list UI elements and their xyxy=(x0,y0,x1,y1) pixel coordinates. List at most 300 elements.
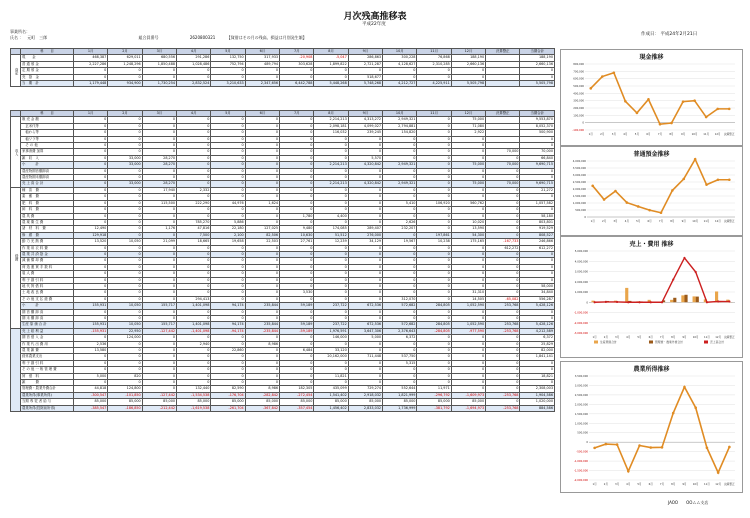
row-label: 期 末 棚 卸 高 xyxy=(21,316,74,322)
value-cell: 0 xyxy=(451,187,485,193)
value-cell: 0 xyxy=(142,175,176,181)
value-cell: 28,270 xyxy=(142,155,176,161)
value-cell: 2,949,321 xyxy=(383,181,417,187)
value-cell: 0 xyxy=(245,271,279,277)
value-cell: 2,940 xyxy=(177,341,211,347)
value-cell: 5,000 xyxy=(74,373,108,379)
value-cell: 0 xyxy=(280,187,314,193)
row-label: 当期 専 従 者 給 与 xyxy=(21,399,74,405)
row-label: 雑 収 入 xyxy=(21,155,74,161)
value-cell: 0 xyxy=(451,143,485,149)
value-cell: 0 xyxy=(451,207,485,213)
value-cell: 0 xyxy=(211,360,245,366)
header-note: 【貸借はその月の残高、損益は月別発生額】 xyxy=(226,35,307,40)
x-tick-label: 11月 xyxy=(703,220,710,223)
value-cell: 672,536 xyxy=(348,303,382,309)
value-cell: 58,180 xyxy=(520,213,555,219)
value-cell: 0 xyxy=(142,277,176,283)
value-cell: 0 xyxy=(348,207,382,213)
data-point xyxy=(614,190,617,193)
value-cell: -186,850 xyxy=(108,405,142,411)
value-cell: 31,310 xyxy=(451,290,485,296)
value-cell: 5,748,268 xyxy=(348,81,382,87)
value-cell: 132,750 xyxy=(211,55,245,61)
value-cell: 289,407 xyxy=(348,226,382,232)
chart-title: 売上・費用 推移 xyxy=(629,241,674,248)
value-cell: 0 xyxy=(245,213,279,219)
value-cell: 1,736,999 xyxy=(383,405,417,411)
y-tick-label: 800,000 xyxy=(573,63,584,66)
value-cell: 0 xyxy=(142,123,176,129)
row-label: 利 子 割 引 料 xyxy=(21,360,74,366)
value-cell: 1,821,999 xyxy=(383,392,417,398)
value-cell: 9,690,715 xyxy=(520,162,555,168)
value-cell: 0 xyxy=(348,360,382,366)
value-cell: 0 xyxy=(520,258,555,264)
value-cell: 0 xyxy=(314,309,348,315)
value-cell: 19,567 xyxy=(383,239,417,245)
value-cell: 0 xyxy=(211,175,245,181)
chart-cash-svg xyxy=(561,50,742,145)
value-cell: 0 xyxy=(211,258,245,264)
value-cell: 0 xyxy=(417,264,451,270)
category-cell xyxy=(11,328,21,411)
value-cell: 0 xyxy=(211,290,245,296)
legend-label: 管理費・農業外費合計 xyxy=(655,340,683,344)
value-cell: 572,682 xyxy=(383,303,417,309)
value-cell: 10,050 xyxy=(108,239,142,245)
value-cell: 0 xyxy=(383,309,417,315)
value-cell: 0 xyxy=(417,354,451,360)
value-cell: 0 xyxy=(74,335,108,341)
value-cell: 0 xyxy=(108,367,142,373)
value-cell: 2,098,181 xyxy=(314,123,348,129)
value-cell: 0 xyxy=(74,309,108,315)
value-cell: 0 xyxy=(348,264,382,270)
data-point xyxy=(683,386,686,389)
value-cell: 0 xyxy=(451,309,485,315)
value-cell: 0 xyxy=(108,290,142,296)
value-cell: 0 xyxy=(314,68,348,74)
y-tick-label: 600,000 xyxy=(573,77,584,81)
x-tick-label: 3月 xyxy=(614,483,620,486)
value-cell: 0 xyxy=(177,309,211,315)
value-cell: 0 xyxy=(451,348,485,354)
value-cell: 0 xyxy=(348,283,382,289)
value-cell: 0 xyxy=(245,187,279,193)
value-cell: 0 xyxy=(211,130,245,136)
value-cell: 0 xyxy=(520,360,555,366)
value-cell: 0 xyxy=(486,155,520,161)
data-point xyxy=(683,257,685,259)
column-header: 決算整正 xyxy=(486,49,520,55)
value-cell: 2,100 xyxy=(211,232,245,238)
row-label: 利 子 割 引 料 xyxy=(21,277,74,283)
value-cell: 0 xyxy=(142,296,176,302)
value-cell: 0 xyxy=(383,367,417,373)
value-cell: 0 xyxy=(245,207,279,213)
value-cell: 44,818 xyxy=(74,386,108,392)
y-tick-label: 3,000,000 xyxy=(574,384,588,388)
value-cell: 6,442,788 xyxy=(280,81,314,87)
value-cell: 4,320,842 xyxy=(348,181,382,187)
value-cell: 0 xyxy=(383,290,417,296)
value-cell: 0 xyxy=(245,354,279,360)
value-cell: 0 xyxy=(280,341,314,347)
x-tick-label: 6月 xyxy=(647,220,652,223)
value-cell: 0 xyxy=(211,149,245,155)
value-cell: 2,536 xyxy=(74,341,108,347)
x-tick-label: 3月 xyxy=(614,336,620,339)
value-cell: 0 xyxy=(142,74,176,80)
data-point xyxy=(728,178,731,181)
bar xyxy=(684,295,687,302)
x-tick-label: 6月 xyxy=(646,133,651,136)
row-label: 種 苗 費 xyxy=(21,187,74,193)
x-tick-label: 5月 xyxy=(637,336,642,339)
value-cell: 0 xyxy=(108,219,142,225)
value-cell: 127,025 xyxy=(245,226,279,232)
x-tick-label: 1月 xyxy=(592,483,597,486)
value-cell: 0 xyxy=(451,168,485,174)
data-point xyxy=(593,447,596,450)
y-tick-label: 0 xyxy=(586,301,588,305)
data-point xyxy=(728,108,731,111)
value-cell: 0 xyxy=(486,386,520,392)
value-cell: 0 xyxy=(177,123,211,129)
column-header: 8月 xyxy=(314,49,348,55)
value-cell: 0 xyxy=(108,232,142,238)
value-cell: 8,986 xyxy=(245,386,279,392)
value-cell: 0 xyxy=(142,232,176,238)
y-tick-label: 1,500,000 xyxy=(572,195,586,198)
data-point xyxy=(694,406,697,409)
value-cell: 0 xyxy=(245,68,279,74)
value-cell: 232,207 xyxy=(383,226,417,232)
value-cell: -1,609,973 xyxy=(451,392,485,398)
value-cell: -176,704 xyxy=(211,392,245,398)
value-cell: 0 xyxy=(486,258,520,264)
value-cell: 0 xyxy=(383,373,417,379)
value-cell: 286,863 xyxy=(348,55,382,61)
data-point xyxy=(605,443,608,446)
value-cell: 70,000 xyxy=(486,149,520,155)
value-cell: 0 xyxy=(245,283,279,289)
value-cell: 0 xyxy=(348,380,382,386)
member-no-label: 組合員番号 xyxy=(138,35,159,40)
value-cell: 0 xyxy=(177,367,211,373)
data-point xyxy=(638,301,640,303)
value-cell: 0 xyxy=(280,354,314,360)
value-cell: 435,099 xyxy=(314,386,348,392)
value-cell: 0 xyxy=(177,283,211,289)
value-cell: 22,860 xyxy=(211,348,245,354)
value-cell: 94,174 xyxy=(211,322,245,328)
value-cell: 0 xyxy=(177,380,211,386)
column-header: 10月 xyxy=(383,49,417,55)
value-cell: 0 xyxy=(142,245,176,251)
value-cell: 0 xyxy=(280,143,314,149)
value-cell: 0 xyxy=(280,181,314,187)
data-point xyxy=(589,87,592,90)
bar xyxy=(673,298,676,302)
value-cell: 0 xyxy=(108,380,142,386)
y-tick-label: 3,000,000 xyxy=(572,174,586,177)
value-cell: -261,704 xyxy=(211,405,245,411)
value-cell: 0 xyxy=(314,367,348,373)
value-cell: 0 xyxy=(74,143,108,149)
value-cell: 0 xyxy=(417,277,451,283)
value-cell: 0 xyxy=(74,200,108,206)
data-point xyxy=(650,301,652,303)
value-cell: 0 xyxy=(348,277,382,283)
value-cell: 0 xyxy=(245,264,279,270)
column-header: 決算整正 xyxy=(486,111,520,117)
value-cell: 0 xyxy=(314,277,348,283)
value-cell: 0 xyxy=(417,335,451,341)
value-cell: 25,829 xyxy=(520,341,555,347)
legend-label: 生産原価合計 xyxy=(600,340,617,344)
value-cell: 0 xyxy=(314,341,348,347)
value-cell: 0 xyxy=(520,380,555,386)
value-cell: 0 xyxy=(74,181,108,187)
column-header: 7月 xyxy=(280,49,314,55)
value-cell: 0 xyxy=(177,258,211,264)
value-cell: 0 xyxy=(142,207,176,213)
value-cell: 0 xyxy=(280,74,314,80)
value-cell: 0 xyxy=(314,360,348,366)
value-cell: 0 xyxy=(280,277,314,283)
x-tick-label: 3月 xyxy=(613,220,618,223)
value-cell: 0 xyxy=(451,74,485,80)
x-tick-label: 7月 xyxy=(658,220,664,223)
value-cell: 0 xyxy=(177,149,211,155)
value-cell: 0 xyxy=(280,360,314,366)
value-cell: 291,286 xyxy=(177,55,211,61)
value-cell: 0 xyxy=(108,264,142,270)
value-cell: -381,792 xyxy=(417,405,451,411)
value-cell: 0 xyxy=(177,213,211,219)
value-cell: 85,000 xyxy=(142,399,176,405)
column-header: 4月 xyxy=(177,49,211,55)
value-cell: 0 xyxy=(383,271,417,277)
value-cell: 0 xyxy=(520,68,555,74)
value-cell: 0 xyxy=(142,283,176,289)
value-cell: 0 xyxy=(280,117,314,123)
value-cell: 0 xyxy=(520,367,555,373)
value-cell: 0 xyxy=(211,277,245,283)
value-cell: 0 xyxy=(245,149,279,155)
value-cell: -253,768 xyxy=(486,405,520,411)
value-cell: 17,940 xyxy=(142,187,176,193)
y-tick-label: -2,000,000 xyxy=(573,479,588,482)
value-cell: 0 xyxy=(451,354,485,360)
value-cell: -1,401,098 xyxy=(177,328,211,334)
value-cell: 2,949,321 xyxy=(383,117,417,123)
value-cell: 0 xyxy=(280,168,314,174)
y-tick-label: 3,500,000 xyxy=(572,167,586,170)
x-tick-label: 11月 xyxy=(703,483,710,486)
value-cell: 182,305 xyxy=(280,386,314,392)
value-cell: -253,768 xyxy=(486,392,520,398)
value-cell: 0 xyxy=(142,360,176,366)
data-point xyxy=(616,443,619,446)
value-cell: 85,000 xyxy=(74,399,108,405)
row-label: そ の 他 xyxy=(21,143,74,149)
row-label: 農産物期末棚卸高 xyxy=(21,175,74,181)
chart-sales-costs xyxy=(560,236,743,358)
value-cell: 0 xyxy=(245,123,279,129)
row-label: 農業所得(事業所得) xyxy=(21,392,74,398)
y-tick-label: 700,000 xyxy=(573,70,584,74)
data-point xyxy=(693,99,696,102)
value-cell: 0 xyxy=(142,213,176,219)
value-cell: 0 xyxy=(348,143,382,149)
value-cell: 0 xyxy=(417,143,451,149)
value-cell: 0 xyxy=(245,162,279,168)
value-cell: 0 xyxy=(74,194,108,200)
column-header: 2月 xyxy=(108,49,142,55)
value-cell: 0 xyxy=(314,258,348,264)
value-cell: 1,730,254 xyxy=(142,81,176,87)
value-cell: 1,841,141 xyxy=(520,354,555,360)
value-cell: 0 xyxy=(245,277,279,283)
value-cell: 0 xyxy=(108,187,142,193)
data-point xyxy=(661,301,663,303)
row-label: 売 上 高 合 計 xyxy=(21,181,74,187)
value-cell: 0 xyxy=(348,341,382,347)
x-tick-label: 12月 xyxy=(714,220,721,223)
value-cell: 934,900 xyxy=(108,81,142,87)
y-tick-label: 3,500,000 xyxy=(574,375,588,378)
data-point xyxy=(591,185,594,188)
value-cell: -284,805 xyxy=(417,328,451,334)
value-cell: 919,529 xyxy=(520,226,555,232)
row-label: 定 期 預 金 xyxy=(21,68,74,74)
row-label: 肥 料 費 xyxy=(21,200,74,206)
table-row xyxy=(11,405,555,411)
y-tick-label: 1,000,000 xyxy=(572,202,586,205)
value-cell: 0 xyxy=(177,316,211,322)
value-cell: 82,000 xyxy=(520,348,555,354)
column-header: 4月 xyxy=(177,111,211,117)
value-cell: 0 xyxy=(177,130,211,136)
value-cell: 0 xyxy=(211,354,245,360)
value-cell: 0 xyxy=(142,143,176,149)
value-cell: 0 xyxy=(314,380,348,386)
value-cell: 7,500 xyxy=(177,232,211,238)
row-label: 売 掛 金 xyxy=(21,74,74,80)
value-cell: 4,128,627 xyxy=(383,61,417,67)
value-cell: 0 xyxy=(417,213,451,219)
value-cell: 629,011 xyxy=(108,55,142,61)
value-cell: 0 xyxy=(211,296,245,302)
value-cell: 0 xyxy=(280,335,314,341)
row-label: 農 業 共 済 掛 金 xyxy=(21,251,74,257)
value-cell: 0 xyxy=(142,341,176,347)
value-cell: 4,400 xyxy=(314,213,348,219)
value-cell: 85,000 xyxy=(211,399,245,405)
value-cell: 1,401,098 xyxy=(177,322,211,328)
chart-title: 農業所得推移 xyxy=(633,366,670,373)
value-cell: 0 xyxy=(486,373,520,379)
column-header: 6月 xyxy=(245,111,279,117)
y-tick-label: 1,500,000 xyxy=(574,412,588,416)
value-cell: 672,536 xyxy=(348,322,382,328)
value-cell: 0 xyxy=(108,251,142,257)
value-cell: 0 xyxy=(74,264,108,270)
value-cell: 13,520 xyxy=(74,239,108,245)
value-cell: -101,850 xyxy=(108,392,142,398)
column-header: 1月 xyxy=(74,111,108,117)
x-tick-label: 2月 xyxy=(603,483,608,486)
value-cell: 808,527 xyxy=(520,232,555,238)
y-tick-label: 400,000 xyxy=(573,92,584,96)
row-label: 期 首 借 入 金 xyxy=(21,335,74,341)
value-cell: 0 xyxy=(108,175,142,181)
category-cell: 経費 xyxy=(11,187,21,328)
value-cell: 0 xyxy=(348,348,382,354)
value-cell: 5,410 xyxy=(383,200,417,206)
row-label: 経常農業支出 xyxy=(21,354,74,360)
value-cell: 0 xyxy=(211,245,245,251)
y-tick-label: 100,000 xyxy=(573,114,584,118)
value-cell: 0 xyxy=(245,117,279,123)
value-cell: 0 xyxy=(383,232,417,238)
row-label: 土 地 改 良 費 xyxy=(21,290,74,296)
value-cell: 0 xyxy=(451,68,485,74)
value-cell: 85,000 xyxy=(245,399,279,405)
row-label: 生産 原 価 合 計 xyxy=(21,322,74,328)
value-cell: 0 xyxy=(142,258,176,264)
data-point xyxy=(613,71,616,74)
value-cell: 85,000 xyxy=(451,399,485,405)
value-cell: 0 xyxy=(211,283,245,289)
value-cell: -272,454 xyxy=(280,392,314,398)
fiscal-year: 平成22年度 xyxy=(362,22,386,27)
value-cell: 0 xyxy=(486,213,520,219)
value-cell: 0 xyxy=(280,175,314,181)
column-header: 9月 xyxy=(348,111,382,117)
x-tick-label: 9月 xyxy=(682,483,687,486)
x-tick-label: 1月 xyxy=(592,336,597,339)
data-point xyxy=(706,446,709,449)
value-cell: 0 xyxy=(348,296,382,302)
row-label: 農産物期首棚卸高 xyxy=(21,168,74,174)
data-point xyxy=(649,446,652,449)
value-cell: 0 xyxy=(142,68,176,74)
value-cell: 0 xyxy=(280,245,314,251)
value-cell: 612,272 xyxy=(486,245,520,251)
value-cell: 22,503 xyxy=(245,239,279,245)
value-cell: -212,442 xyxy=(142,405,176,411)
value-cell: 82,590 xyxy=(211,386,245,392)
value-cell: 0 xyxy=(245,258,279,264)
value-cell: 2,214,213 xyxy=(314,181,348,187)
value-cell: 197,861 xyxy=(417,232,451,238)
value-cell: 1,899,822 xyxy=(314,61,348,67)
value-cell: 0 xyxy=(383,74,417,80)
value-cell: 0 xyxy=(348,168,382,174)
value-cell: 0 xyxy=(177,143,211,149)
created-label: 作成日： xyxy=(641,32,659,37)
value-cell: 0 xyxy=(211,264,245,270)
value-cell: 0 xyxy=(314,264,348,270)
value-cell: 0 xyxy=(211,271,245,277)
value-cell: 0 xyxy=(142,251,176,257)
value-cell: 0 xyxy=(74,207,108,213)
value-cell: 0 xyxy=(142,219,176,225)
